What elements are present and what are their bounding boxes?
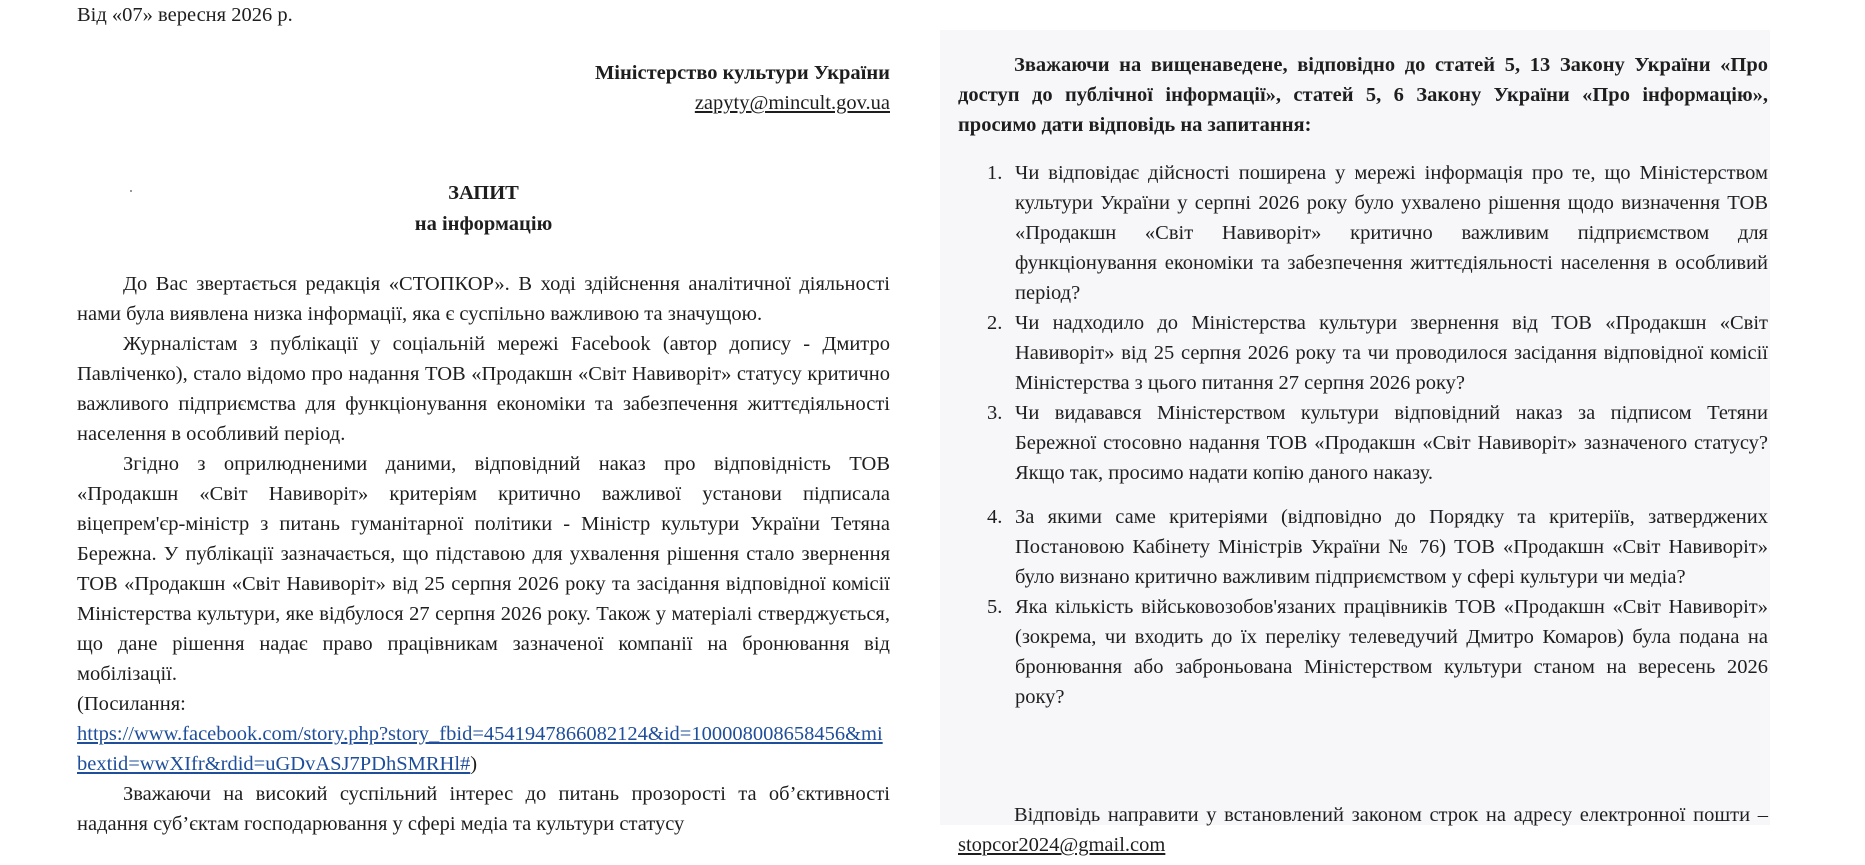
paragraph-interest: Зважаючи на високий суспільний інтерес до питань прозорості та об’єктивності надання суб’єктам господарювання у сфері медіа та культури статусу (77, 783, 890, 835)
question-text: Чи надходило до Міністерства культури звернення від ТОВ «Продакшн «Світ Навиворіт» від 25 серпня 2026 року та чи проводилося засідання відповідної комісії Міністерства з цього питання 27 серпня 2026 року? (1015, 312, 1768, 394)
paragraph-order: Згідно з оприлюдненими даними, відповідний наказ про відповідність ТОВ «Продакшн «Світ Навиворіт» критеріям критично важливої установи підписала віцепрем'єр-міністр з питань гуманітарної політики - Міністр культури України Тетяна Бережна. У публікації зазначається, що підставою для ухвалення рішення стало звернення ТОВ «Продакшн «Світ Навиворіт» від 25 серпня 2026 року та засідання відповідної комісії Міністерства культури, яке відбулося 27 серпня 2026 року. Також у матеріалі стверджується, що дане рішення надає право працівникам зазначеної компанії на бронювання від мобілізації. (77, 453, 890, 685)
list-item (958, 398, 1768, 488)
title-line-2: на інформацію (414, 213, 553, 235)
recipient-block (595, 58, 890, 118)
question-number: 4. (987, 506, 1003, 528)
list-item (958, 502, 1768, 592)
left-body (77, 269, 890, 839)
paragraph-intro: До Вас звертається редакція «СТОПКОР». В ході здійснення аналітичної діяльності нами була виявлена низка інформації, яка є суспільно важливою та значущою. (77, 273, 890, 325)
question-text: Чи видавався Міністерством культури відповідний наказ за підписом Тетяни Бережної стосовно надання ТОВ «Продакшн «Світ Навиворіт» зазначеного статусу? Якщо так, просимо надати копію даного наказу. (1015, 402, 1768, 484)
question-number: 3. (987, 402, 1003, 424)
title-line-1: ЗАПИТ (448, 182, 519, 204)
document-title (77, 178, 890, 240)
questions-list (958, 158, 1768, 712)
closing-block (958, 800, 1768, 860)
paragraph-facebook: Журналістам з публікації у соціальній мережі Facebook (автор допису - Дмитро Павліченко), стало відомо про надання ТОВ «Продакшн «Світ Навиворіт» статусу критично важливого підприємства для функціонування економіки та забезпечення життєдіяльності населення в особливий період. (77, 333, 890, 445)
reply-email[interactable]: stopcor2024@gmail.com (958, 834, 1166, 856)
source-paragraph (77, 689, 890, 779)
right-body (958, 50, 1768, 712)
recipient-email[interactable]: zapyty@mincult.gov.ua (694, 92, 890, 114)
question-number: 2. (987, 312, 1003, 334)
request-lead: Зважаючи на вищенаведене, відповідно до статей 5, 13 Закону України «Про доступ до публічної інформації», статей 5, 6 Закону України «Про інформацію», просимо дати відповідь на запитання: (958, 54, 1768, 136)
question-number: 5. (987, 596, 1003, 618)
source-link[interactable]: https://www.facebook.com/story.php?story_fbid=4541947866082124&id=100008008658456&mibextid=wwXIfr&rdid=uGDvASJ7PDhSMRHl# (77, 723, 883, 775)
question-text: Чи відповідає дійсності поширена у мережі інформація про те, що Міністерством культури України у серпні 2026 року було ухвалено рішення щодо визначення ТОВ «Продакшн «Світ Навиворіт» критично важливим підприємством для функціонування економіки та забезпечення життєдіяльності населення в особливий період? (1015, 162, 1768, 304)
closing-text: Відповідь направити у встановлений законом строк на адресу електронної пошти – (1014, 804, 1768, 826)
date-line: Від «07» вересня 2026 р. (77, 4, 293, 26)
left-page (0, 0, 930, 865)
question-number: 1. (987, 162, 1003, 184)
list-item (958, 158, 1768, 308)
source-open: (Посилання: (77, 693, 186, 715)
closing-paragraph (958, 800, 1768, 860)
recipient-org: Міністерство культури України (594, 62, 890, 84)
list-item (958, 308, 1768, 398)
question-text: Яка кількість військовозобов'язаних працівників ТОВ «Продакшн «Світ Навиворіт» (зокрема, чи входить до їх переліку телеведучий Дмитро Комаров) була подана на бронювання або заброньована Міністерством культури станом на вересень 2026 року? (1015, 596, 1768, 708)
question-text: За якими саме критеріями (відповідно до Порядку та критеріїв, затверджених Постановою Кабінету Міністрів України № 76) ТОВ «Продакшн «Світ Навиворіт» було визнано критично важливим підприємством у сфері культури чи медіа? (1015, 506, 1768, 588)
right-page (930, 0, 1865, 865)
list-item (958, 592, 1768, 712)
source-close: ) (470, 753, 478, 775)
